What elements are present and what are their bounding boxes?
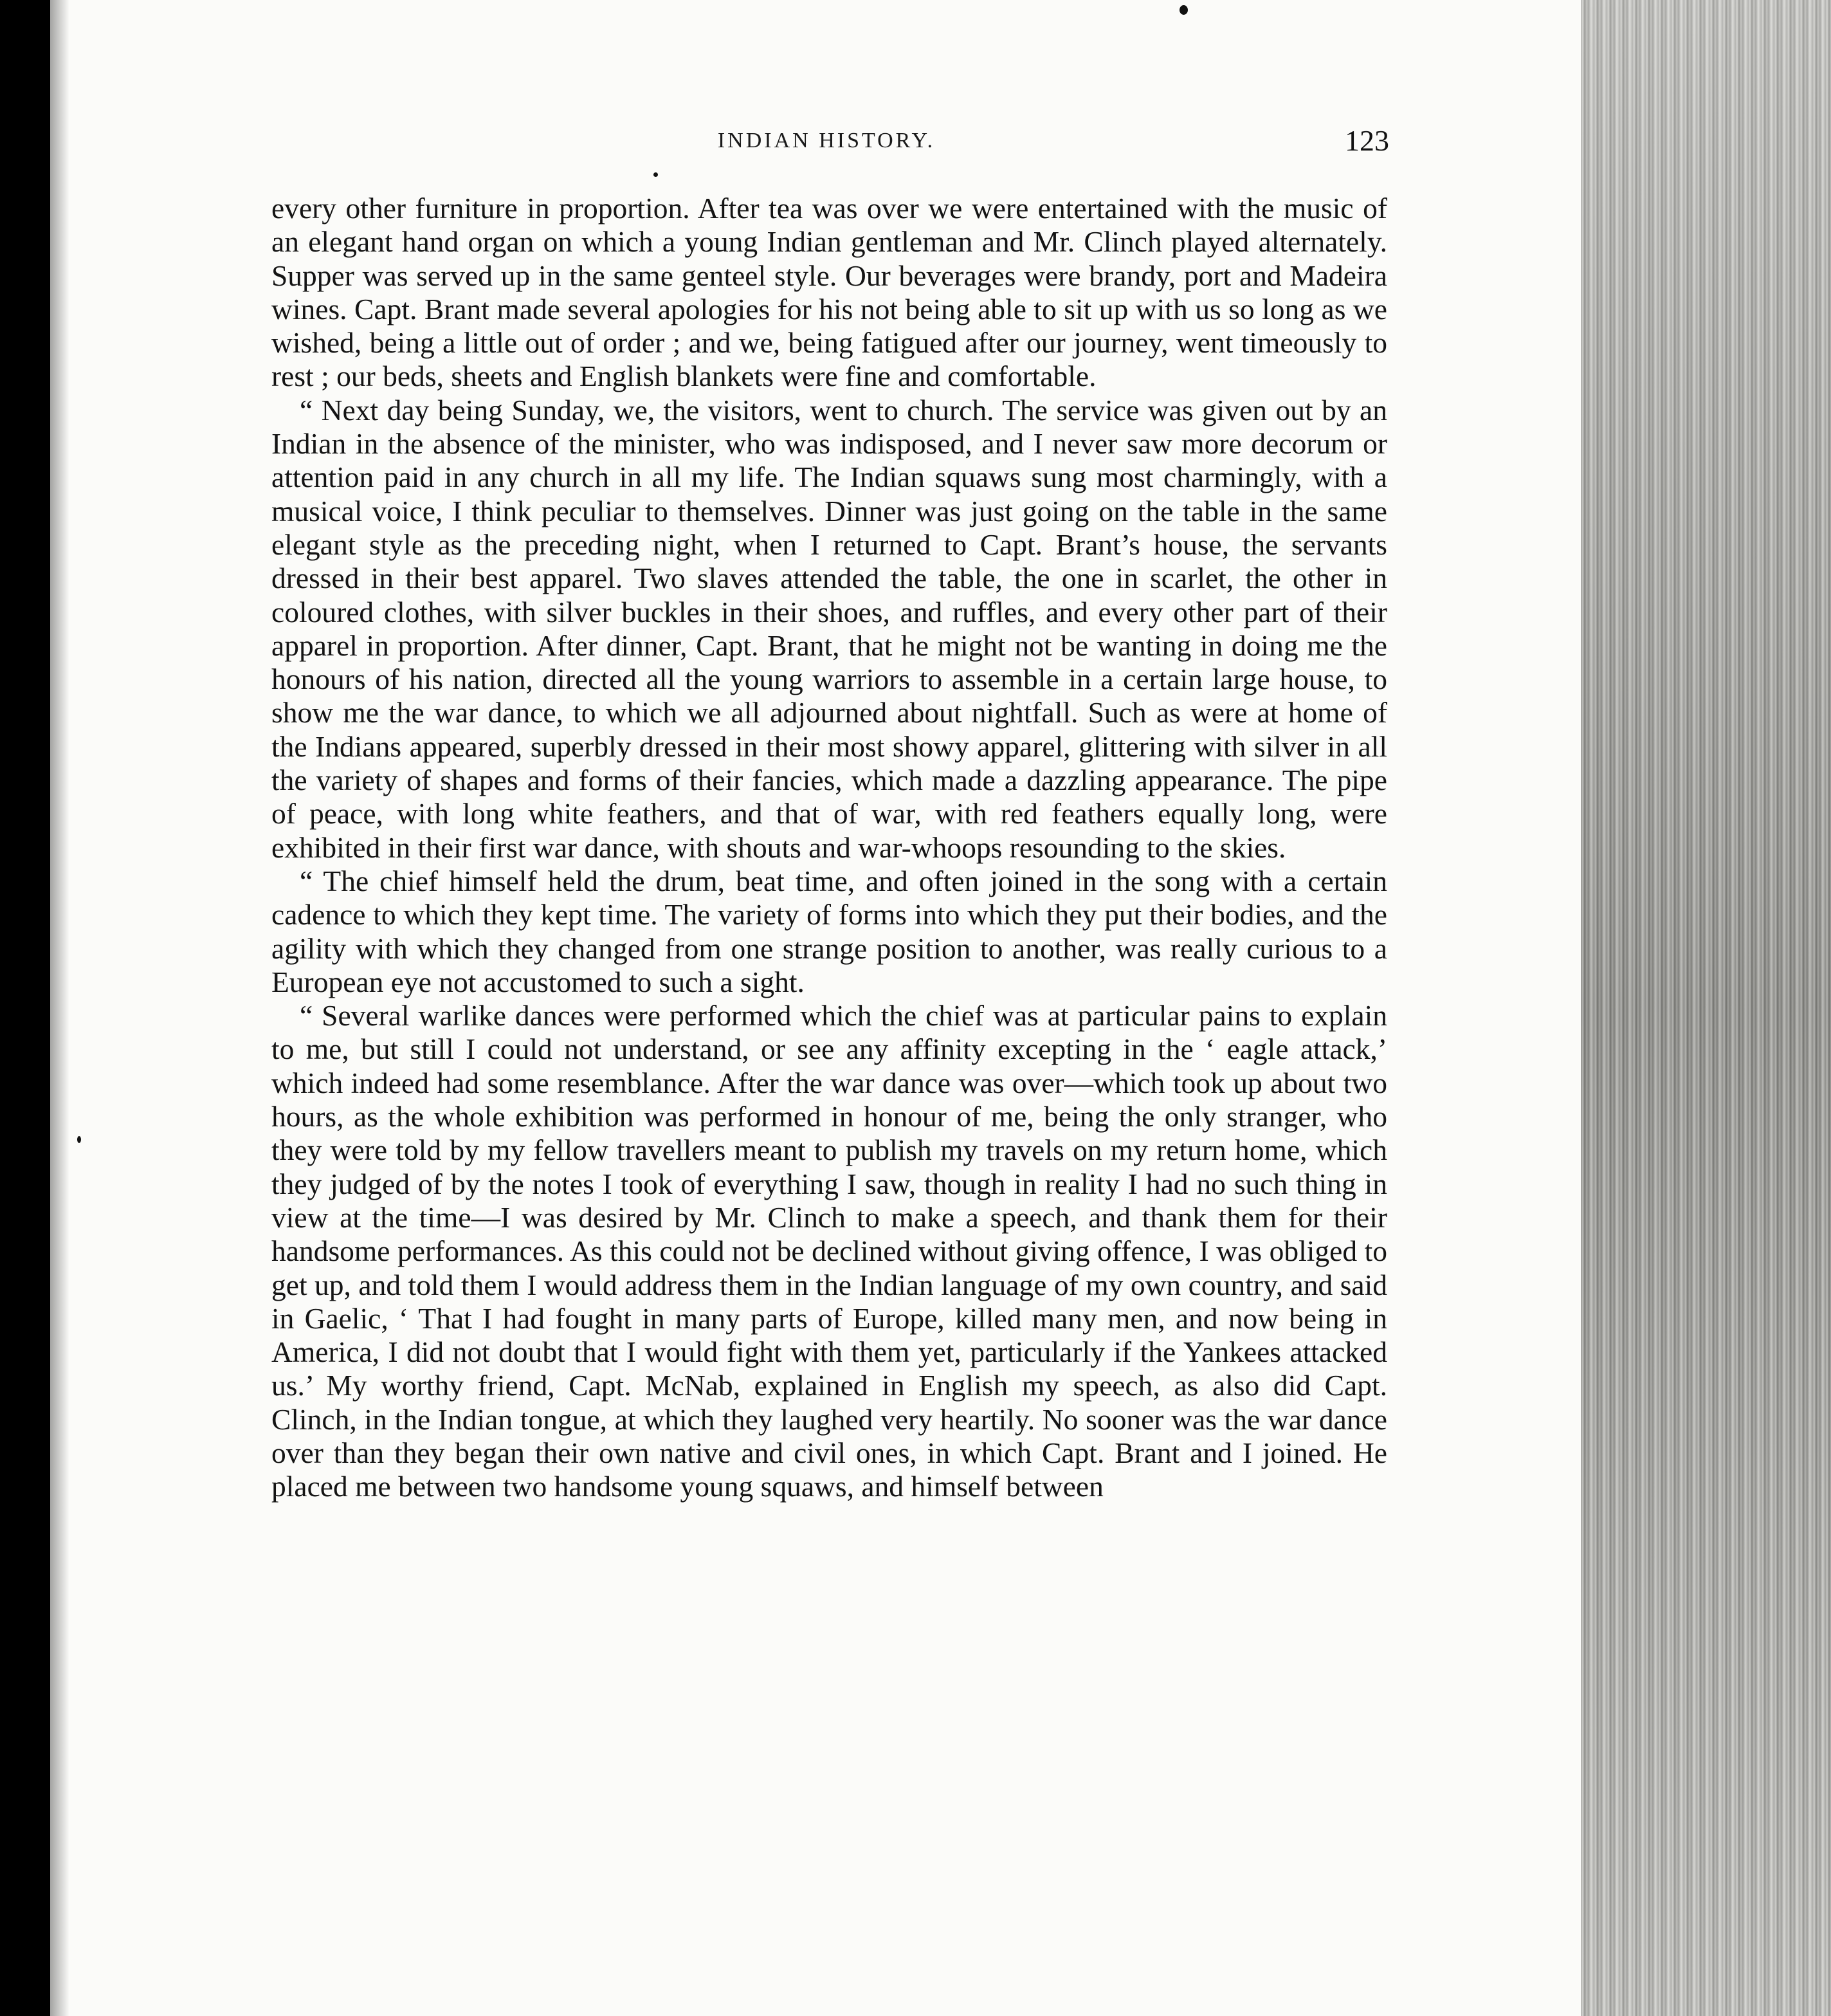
paragraph: “ Next day being Sunday, we, the visitors, went to church. The service was given out by an Indian in the absence of the minister, who was indisposed, and I never saw more decorum or attention paid in any church in all my life. The Indian squaws sung most charmingly, with a musical voice, I think peculiar to themselves. Dinner was just going on the table in the same elegant style as the preceding night, when I returned to Capt. Brant’s house, the servants dressed in their best apparel. Two slaves attended the table, the one in scarlet, the other in coloured clothes, with silver buckles in their shoes, and ruffles, and every other part of their apparel in proportion. After dinner, Capt. Brant, that he might not be wanting in doing me the honours of his nation, directed all the young warriors to assemble in a certain large house, to show me the war dance, to which we all adjourned about nightfall. Such as were at home of the Indians appeared, superbly dressed in their most showy apparel, glittering with silver in all the variety of shapes and forms of their fancies, which made a dazzling appearance. The pipe of peace, with long white feathers, and that of war, with red feathers equally long, were exhibited in their first war dance, with shouts and war-whoops resounding to the skies. (271, 393, 1387, 864)
paragraph: “ Several warlike dances were performed which the chief was at particular pains to explain to me, but still I could not understand, or see any affinity excepting in the ‘ eagle attack,’ which indeed had some resemblance. After the war dance was over—which took up about two hours, as the whole exhibition was performed in honour of me, being the only stranger, who they were told by my fellow travellers meant to publish my travels on my return home, which they judged of by the notes I took of everything I saw, though in reality I had no such thing in view at the time—I was desired by Mr. Clinch to make a speech, and thank them for their handsome performances. As this could not be declined without giving offence, I was obliged to get up, and told them I would address them in the Indian language of my own country, and said in Gaelic, ‘ That I had fought in many parts of Europe, killed many men, and now being in America, I did not doubt that I would fight with them yet, particularly if the Yankees attacked us.’ My worthy friend, Capt. McNab, explained in English my speech, as also did Capt. Clinch, in the Indian tongue, at which they laughed very heartily. No sooner was the war dance over than they began their own native and civil ones, in which Capt. Brant and I joined. He placed me between two handsome young squaws, and himself between (271, 999, 1387, 1503)
spine-shadow (50, 0, 69, 2016)
paragraph: “ The chief himself held the drum, beat time, and often joined in the song with a certain cadence to which they kept time. The variety of forms into which they put their bodies, and the agility with which they changed from one strange position to another, was really curious to a European eye not accustomed to such a sight. (271, 864, 1387, 998)
paragraph: every other furniture in proportion. After tea was over we were entertained with the music of an elegant hand organ on which a young Indian gentleman and Mr. Clinch played alternately. Supper was served up in the same genteel style. Our beverages were brandy, port and Madeira wines. Capt. Brant made several apologies for his not being able to sit up with us so long as we wished, being a little out of order ; and we, being fatigued after our journey, went timeously to rest ; our beds, sheets and English blankets were fine and comfortable. (271, 192, 1387, 393)
page-edge-stack (1581, 0, 1831, 2016)
ink-speck (653, 172, 658, 177)
page-number: 123 (1345, 124, 1389, 157)
running-head: INDIAN HISTORY. (717, 129, 936, 152)
ink-speck (77, 1136, 81, 1143)
body-text (271, 192, 1387, 1504)
ink-speck (1180, 5, 1188, 15)
